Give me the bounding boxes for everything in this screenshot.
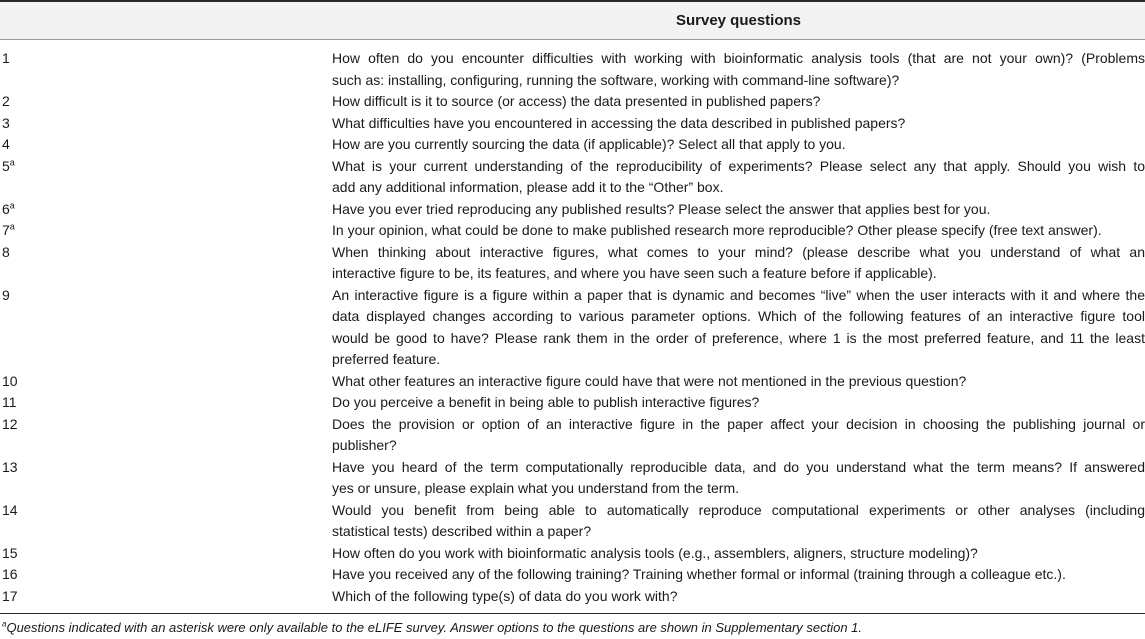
asterisk-marker: a xyxy=(9,221,15,232)
table-row xyxy=(0,543,1145,565)
table-row xyxy=(0,414,1145,457)
question-text-line: When thinking about interactive figures, what comes to your mind? (please describe what you understand of what an xyxy=(332,243,1145,260)
question-number xyxy=(2,500,62,522)
question-text-line: Have you received any of the following training? Training whether formal or informal (training through a colleague etc.). xyxy=(332,566,1066,582)
question-text-line: In your opinion, what could be done to make published research more reproducible? Other please specify (free text answer). xyxy=(332,222,1102,238)
question-text-line: statistical tests) described within a paper? xyxy=(332,523,592,539)
question-text-line: yes or unsure, please explain what you understand from the term. xyxy=(332,480,739,496)
question-text-line: What difficulties have you encountered in accessing the data described in published papers? xyxy=(332,114,906,131)
question-number xyxy=(2,91,62,113)
question-number xyxy=(2,220,62,242)
table-row xyxy=(0,457,1145,500)
question-text-line: preferred feature. xyxy=(332,351,441,367)
question-number xyxy=(2,113,62,135)
question-number-value: 3 xyxy=(2,114,10,131)
question-text-line: add any additional information, please add it to the “Other” box. xyxy=(332,179,724,195)
question-text-line: An interactive figure is a figure within a paper that is dynamic and becomes “live” when the user interacts with it and where the xyxy=(332,286,1145,303)
question-number-value: 4 xyxy=(2,136,10,152)
question-text xyxy=(332,285,1145,371)
asterisk-marker: a xyxy=(9,199,15,210)
question-text-line: Have you heard of the term computationally reproducible data, and do you understand what the term means? If answered xyxy=(332,458,1145,475)
question-number xyxy=(2,457,62,479)
question-text xyxy=(332,48,1145,91)
table-row xyxy=(0,285,1145,371)
question-text xyxy=(332,457,1145,500)
question-number-value: 7 xyxy=(2,222,10,238)
question-text-line: Have you ever tried reproducing any published results? Please select the answer that applies best for you. xyxy=(332,200,991,217)
question-number xyxy=(2,134,62,156)
question-number-value: 9 xyxy=(2,286,10,303)
question-text xyxy=(332,113,1145,135)
question-text xyxy=(332,500,1145,543)
question-number-value: 6 xyxy=(2,200,10,217)
question-text-line: would be good to have? Please rank them in the order of preference, where 1 is the most preferred feature, and 11 the least xyxy=(332,329,1145,346)
question-text-line: How are you currently sourcing the data (if applicable)? Select all that apply to you. xyxy=(332,136,846,152)
question-number xyxy=(2,242,62,264)
table-row xyxy=(0,392,1145,414)
question-number-value: 2 xyxy=(2,93,10,109)
header-rule xyxy=(0,39,1145,40)
question-text xyxy=(332,91,1145,113)
question-text xyxy=(332,199,1145,221)
question-number xyxy=(2,543,62,565)
question-text xyxy=(332,392,1145,414)
question-text xyxy=(332,564,1145,586)
question-number-value: 12 xyxy=(2,415,18,432)
question-text-line: interactive figure to be, its features, and where you have seen such a feature before if applicable). xyxy=(332,265,937,281)
table-body xyxy=(0,48,1145,607)
question-text xyxy=(332,543,1145,565)
question-text-line: What other features an interactive figure could have that were not mentioned in the previous question? xyxy=(332,372,967,389)
table-row xyxy=(0,586,1145,608)
question-number xyxy=(2,564,62,586)
question-number xyxy=(2,199,62,221)
question-number xyxy=(2,371,62,393)
question-text xyxy=(332,156,1145,199)
question-text-line: Does the provision or option of an interactive figure in the paper affect your decision in choosing the publishing journal or xyxy=(332,415,1145,432)
asterisk-marker: a xyxy=(9,156,15,167)
question-text-line: Which of the following type(s) of data do you work with? xyxy=(332,587,678,604)
question-number-value: 16 xyxy=(2,566,18,582)
question-text-line: How difficult is it to source (or access) the data presented in published papers? xyxy=(332,93,821,109)
question-text-line: How often do you encounter difficulties with working with bioinformatic analysis tools (that are not your own)? (Problems xyxy=(332,50,1145,66)
question-text xyxy=(332,414,1145,457)
question-number-value: 13 xyxy=(2,458,18,475)
question-number-value: 8 xyxy=(2,243,10,260)
footnote-marker: a xyxy=(2,619,7,629)
table-row xyxy=(0,134,1145,156)
table-row xyxy=(0,91,1145,113)
table-row xyxy=(0,220,1145,242)
question-text xyxy=(332,134,1145,156)
header-title: Survey questions xyxy=(675,12,802,29)
question-number-value: 10 xyxy=(2,372,18,389)
question-number-value: 14 xyxy=(2,501,18,518)
table-row xyxy=(0,156,1145,199)
question-text-line: What is your current understanding of the reproducibility of experiments? Please select any that apply. Should you wish to xyxy=(332,157,1145,174)
bottom-rule xyxy=(0,613,1145,614)
question-number-value: 1 xyxy=(2,50,10,66)
question-number xyxy=(2,285,62,307)
question-text-line: How often do you work with bioinformatic analysis tools (e.g., assemblers, aligners, structure modeling)? xyxy=(332,544,978,561)
question-number-value: 11 xyxy=(2,394,17,410)
table-header xyxy=(0,2,1145,39)
question-number-value: 15 xyxy=(2,544,18,561)
question-number xyxy=(2,586,62,608)
table-row xyxy=(0,242,1145,285)
table-footnote xyxy=(2,619,1142,637)
question-number-value: 17 xyxy=(2,587,18,604)
question-number xyxy=(2,414,62,436)
question-text-line: Would you benefit from being able to automatically reproduce computational experiments or other analyses (including xyxy=(332,501,1145,518)
question-number xyxy=(2,392,62,414)
table-row xyxy=(0,500,1145,543)
question-text xyxy=(332,371,1145,393)
table-row xyxy=(0,564,1145,586)
question-text xyxy=(332,242,1145,285)
table-row xyxy=(0,48,1145,91)
question-text-line: Do you perceive a benefit in being able to publish interactive figures? xyxy=(332,394,760,410)
question-number xyxy=(2,48,62,70)
question-text xyxy=(332,220,1145,242)
question-number xyxy=(2,156,62,178)
question-number-value: 5 xyxy=(2,157,10,174)
table-row xyxy=(0,113,1145,135)
table-row xyxy=(0,371,1145,393)
question-text-line: such as: installing, configuring, running the software, working with command-line software)? xyxy=(332,71,900,88)
table-row xyxy=(0,199,1145,221)
question-text-line: data displayed changes according to various parameter options. Which of the following features of an interactive figure tool xyxy=(332,308,1145,324)
footnote-text: Questions indicated with an asterisk were only available to the eLIFE survey. Answer options to the questions are shown in Supplementary section 1. xyxy=(6,620,863,635)
question-text xyxy=(332,586,1145,608)
question-text-line: publisher? xyxy=(332,437,397,453)
